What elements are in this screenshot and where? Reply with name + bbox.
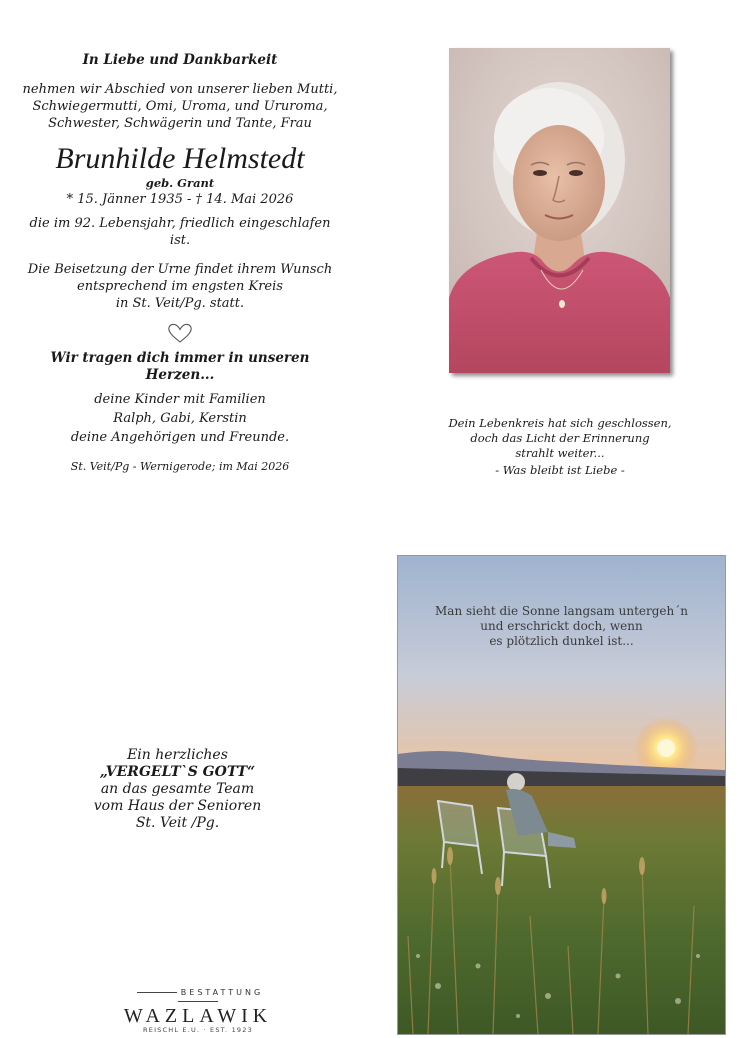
thanks-line: Ein herzliches bbox=[127, 747, 228, 763]
burial-line: entsprechend im engsten Kreis bbox=[77, 279, 283, 294]
thanks-emphasis: „VERGELT`S GOTT“ bbox=[99, 764, 256, 780]
thanks-block bbox=[40, 747, 315, 832]
logo-main-text: WAZLAWIK bbox=[123, 1005, 273, 1027]
intro-line: Schwiegermutti, Omi, Uroma, und Ururoma, bbox=[32, 99, 328, 114]
place-date: St. Veit/Pg - Wernigerode; im Mai 2026 bbox=[70, 460, 290, 473]
thanks-line: vom Haus der Senioren bbox=[93, 798, 262, 814]
logo-bottom-text: REISCHL E.U. · EST. 1923 bbox=[143, 1026, 253, 1034]
announcement-heading: In Liebe und Dankbarkeit bbox=[82, 52, 278, 68]
family-line: deine Angehörigen und Freunde. bbox=[70, 430, 290, 445]
memory-heading: Wir tragen dich immer in unseren Herzen... bbox=[50, 350, 310, 383]
funeral-home-logo bbox=[112, 988, 284, 1034]
heart-outline-icon bbox=[167, 322, 193, 344]
family-line: deine Kinder mit Familien bbox=[94, 392, 266, 407]
family-line: Ralph, Gabi, Kerstin bbox=[113, 411, 247, 426]
burial-line: Die Beisetzung der Urne findet ihrem Wunsch bbox=[27, 262, 333, 277]
quote-closing: - Was bleibt ist Liebe - bbox=[495, 463, 625, 477]
sunset-line: Man sieht die Sonne langsam untergeh´n bbox=[435, 604, 688, 618]
thanks-line: an das gesamte Team bbox=[100, 781, 255, 797]
logo-top-text: BESTATTUNG bbox=[180, 988, 264, 997]
quote-line: strahlt weiter... bbox=[515, 446, 605, 460]
life-dates: * 15. Jänner 1935 - † 14. Mai 2026 bbox=[66, 192, 294, 207]
sunset-line: es plötzlich dunkel ist... bbox=[489, 634, 634, 648]
portrait-photo bbox=[449, 48, 670, 373]
deceased-name: Brunhilde Helmstedt bbox=[55, 142, 305, 175]
age-line: die im 92. Lebensjahr, friedlich eingeschlafen ist. bbox=[29, 216, 331, 248]
maiden-name: geb. Grant bbox=[145, 176, 215, 190]
sunset-caption bbox=[398, 604, 725, 649]
intro-line: nehmen wir Abschied von unserer lieben Mutti, bbox=[22, 82, 338, 97]
quote-line: doch das Licht der Erinnerung bbox=[470, 431, 650, 445]
sunset-photo bbox=[397, 555, 726, 1035]
sunset-line: und erschrickt doch, wenn bbox=[480, 619, 643, 633]
quote-block bbox=[440, 416, 680, 478]
thanks-line: St. Veit /Pg. bbox=[135, 815, 220, 831]
burial-line: in St. Veit/Pg. statt. bbox=[115, 296, 245, 311]
announcement-text bbox=[20, 52, 340, 474]
intro-line: Schwester, Schwägerin und Tante, Frau bbox=[48, 116, 312, 131]
quote-line: Dein Lebenkreis hat sich geschlossen, bbox=[448, 416, 672, 430]
